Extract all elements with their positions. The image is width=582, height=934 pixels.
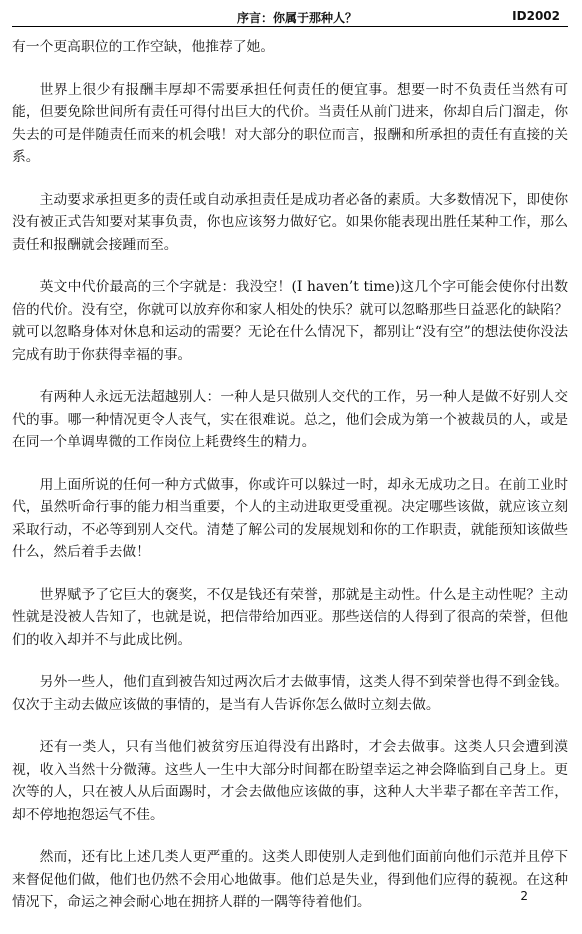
paragraph: 世界上很少有报酬丰厚却不需要承担任何责任的便宜事。想要一时不负责任当然有可能，但要免除世间所有责任可得付出巨大的代价。当责任从前门进来，你却自后门溜走，你失去的可是伴随责任而来的机会哦！对大部分的职位而言，报酬和所承担的责任有直接的关系。	[12, 81, 568, 165]
paragraph: 英文中代价最高的三个字就是：我没空！(I haven’t time)这几个字可能会使你付出数倍的代价。没有空，你就可以放弃你和家人相处的快乐？就可以忽略那些日益恶化的缺陷？就可以忽略身体对休息和运动的需要？无论在什么情况下，都别让“没有空”的想法使你没法完成有助于你获得幸福的事。	[12, 279, 568, 363]
paragraph: 有两种人永远无法超越别人：一种人是只做别人交代的工作，另一种人是做不好别人交代的事。哪一种情况更令人丧气，实在很难说。总之，他们会成为第一个被裁员的人，或是在同一个单调卑微的工作岗位上耗费终生的精力。	[12, 389, 568, 450]
paragraph: 主动要求承担更多的责任或自动承担责任是成功者必备的素质。大多数情况下，即使你没有被正式告知要对某事负责，你也应该努力做好它。如果你能表现出胜任某种工作，那么责任和报酬就会接踵而至。	[12, 191, 568, 253]
paragraph: 另外一些人，他们直到被告知过两次后才去做事情，这类人得不到荣誉也得不到金钱。仅次于主动去做应该做的事情的，是当有人告诉你怎么做时立刻去做。	[12, 674, 568, 713]
paragraph: 然而，还有比上述几类人更严重的。这类人即使别人走到他们面前向他们示范并且停下来督促他们做，他们也仍然不会用心地做事。他们总是失业，得到他们应得的藐视。在这种情况下，命运之神会耐心地在拥挤人群的一隅等待着他们。	[12, 849, 568, 910]
page-header	[12, 6, 568, 27]
header-title: 序言：你属于那种人？	[237, 11, 358, 25]
paragraph: 世界赋予了它巨大的褒奖，不仅是钱还有荣誉，那就是主动性。什么是主动性呢？主动性就是没被人告知了，也就是说，把信带给加西亚。那些送信的人得到了很高的荣誉，但他们的收入却并不与此成比例。	[12, 586, 568, 648]
paragraph: 用上面所说的任何一种方式做事，你或许可以躲过一时，却永无成功之日。在前工业时代，虽然听命行事的能力相当重要，个人的主动进取更受重视。决定哪些该做，就应该立刻采取行动，不必等到别人交代。清楚了解公司的发展规划和你的工作职责，就能预知该做些什么，然后着手去做！	[12, 476, 568, 560]
paragraph: 还有一类人，只有当他们被贫穷压迫得没有出路时，才会去做事。这类人只会遭到漠视，收入当然十分微薄。这些人一生中大部分时间都在盼望幸运之神会降临到自己身上。更次等的人，只在被人从后面踢时，才会去做他应该做的事，这种人大半辈子都在辛苦工作，却不停地抱怨运气不佳。	[12, 739, 568, 823]
document-body	[12, 36, 568, 934]
header-doc-id: ID2002	[512, 9, 560, 23]
paragraph: 有一个更高职位的工作空缺，他推荐了她。	[12, 39, 275, 55]
page-number: 2	[520, 889, 528, 903]
